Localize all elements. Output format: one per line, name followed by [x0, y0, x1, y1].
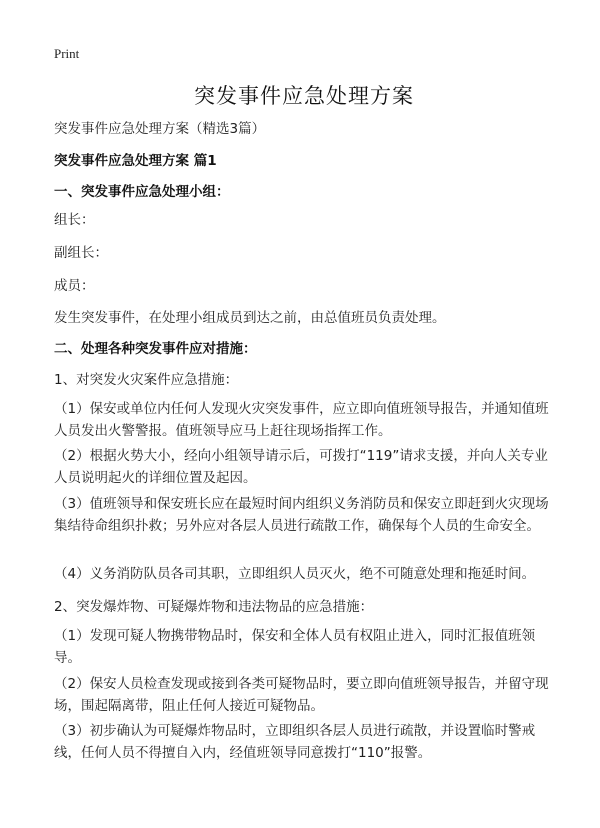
leader-line: 组长：	[54, 212, 95, 228]
heading-emergency-team: 一、突发事件应急处理小组：	[54, 184, 230, 200]
explosive-item-2: （2）保安人员检查发现或接到各类可疑物品时，要立即向值班领导报告，并留守现场，围起隔离带，阻止任何人接近可疑物品。	[54, 676, 549, 714]
explosive-item-3: （3）初步确认为可疑爆炸物品时，立即组织各层人员进行疏散，并设置临时警戒线，任何人员不得擅自入内，经值班领导同意拨打“110”报警。	[54, 723, 536, 761]
fire-item-1: （1）保安或单位内任何人发现火灾突发事件，应立即向值班领导报告，并通知值班人员发出火警警报。值班领导应马上赶往现场指挥工作。	[54, 401, 549, 439]
intro-paragraph: 发生突发事件，在处理小组成员到达之前，由总值班员负责处理。	[54, 310, 446, 326]
fire-item-3: （3）值班领导和保安班长应在最短时间内组织义务消防员和保安立即赶到火灾现场集结待命组织扑救；另外应对各层人员进行疏散工作，确保每个人员的生命安全。	[54, 496, 549, 534]
explosive-item-1: （1）发现可疑人物携带物品时，保安和全体人员有权阻止进入，同时汇报值班领导。	[54, 628, 536, 666]
deputy-leader-line: 副组长：	[54, 245, 108, 261]
explosive-heading: 2、突发爆炸物、可疑爆炸物和违法物品的应急措施：	[54, 599, 374, 615]
print-link[interactable]: Print	[54, 46, 80, 61]
fire-item-2: （2）根据火势大小，经向小组领导请示后，可拨打“119”请求支援，并向人关专业人员说明起火的详细位置及起因。	[54, 448, 548, 486]
fire-item-4: （4）义务消防队员各司其职，立即组织人员灭火，绝不可随意处理和拖延时间。	[54, 566, 536, 582]
document-subtitle: 突发事件应急处理方案（精选3篇）	[54, 121, 266, 137]
members-line: 成员：	[54, 278, 95, 294]
page-title: 突发事件应急处理方案	[194, 84, 414, 108]
section-heading: 突发事件应急处理方案 篇1	[54, 153, 217, 169]
fire-heading: 1、对突发火灾案件应急措施：	[54, 372, 239, 388]
heading-response-measures: 二、处理各种突发事件应对措施：	[54, 341, 257, 357]
